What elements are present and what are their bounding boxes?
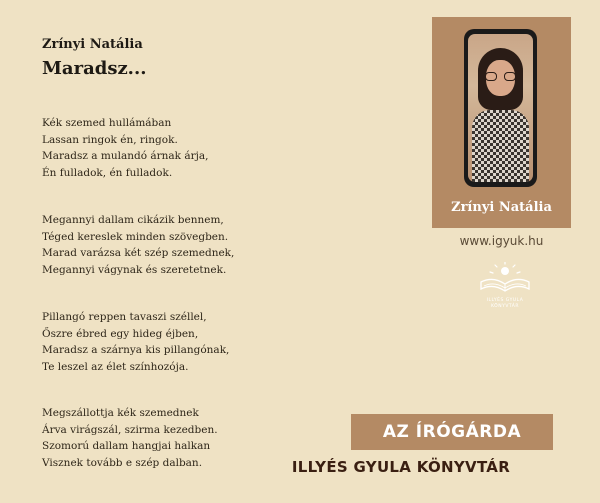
author-photo-card bbox=[432, 17, 571, 228]
photo-caption: Zrínyi Natália bbox=[451, 200, 552, 215]
open-book-icon bbox=[476, 262, 534, 298]
logo-text-line1: ILLYÉS GYULA bbox=[486, 298, 524, 303]
stanza-1 bbox=[42, 115, 208, 181]
library-logo bbox=[476, 262, 534, 312]
library-name: ILLYÉS GYULA KÖNYVTÁR bbox=[291, 458, 511, 476]
poem-title: Maradsz... bbox=[42, 58, 147, 79]
poem-line: Lassan ringok én, ringok. bbox=[42, 133, 178, 146]
stanza-3 bbox=[42, 309, 229, 375]
stanza-4 bbox=[42, 405, 218, 471]
irogarda-badge: AZ ÍRÓGÁRDA bbox=[351, 414, 553, 450]
photo-shirt bbox=[472, 110, 529, 182]
poem-line: Marad varázsa két szép szemednek, bbox=[42, 247, 235, 259]
poem-line: Maradsz a mulandó árnak árja, bbox=[42, 150, 209, 162]
poem-line: Én fulladok, én fulladok. bbox=[42, 166, 173, 179]
poem-line: Árva virágszál, szirma kezedben. bbox=[42, 423, 218, 436]
poem-author: Zrínyi Natália bbox=[42, 37, 143, 52]
logo-text-line2: KÖNYVTÁR bbox=[490, 304, 520, 309]
poem-line: Szomorú dallam hangjai halkan bbox=[42, 440, 211, 452]
poem-line: Megannyi dallam cikázik bennem, bbox=[42, 214, 224, 226]
stanza-2 bbox=[42, 212, 234, 278]
poem-line: Pillangó reppen tavaszi széllel, bbox=[42, 311, 207, 323]
website-link[interactable]: www.igyuk.hu bbox=[459, 234, 544, 248]
poem-line: Maradsz a szárnya kis pillangónak, bbox=[42, 344, 230, 356]
poem-line: Visznek tovább e szép dalban. bbox=[42, 456, 203, 469]
poem-line: Te leszel az élet színhozója. bbox=[42, 360, 189, 373]
phone-frame bbox=[464, 29, 537, 187]
author-photo bbox=[468, 34, 533, 182]
poem-line: Őszre ébred egy hideg éjben, bbox=[42, 327, 199, 340]
poem-line: Megszállottja kék szemednek bbox=[42, 407, 199, 419]
poem-line: Téged kereslek minden szövegben. bbox=[42, 230, 229, 243]
poem-line: Kék szemed hullámában bbox=[42, 117, 172, 129]
glasses-icon bbox=[485, 72, 516, 81]
poem-line: Megannyi vágynak és szeretetnek. bbox=[42, 263, 227, 276]
